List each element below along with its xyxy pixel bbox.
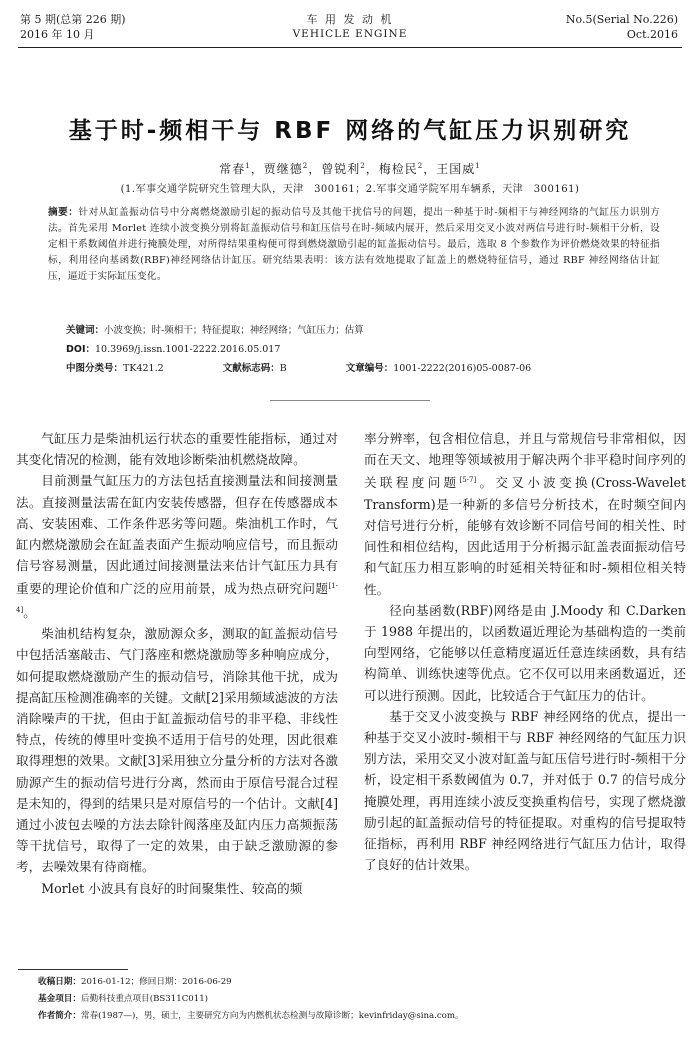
body-paragraph: 柴油机结构复杂，激励源众多，测取的缸盖振动信号中包括活塞敲击、气门落座和燃烧激励等多种响应成分，如何提取燃烧激励产生的振动信号，消除其他干扰，成为提高缸压检测准确率的关键。文献[2]采用频域滤波的方法消除噪声的干扰，但由于缸盖振动信号的非平稳、非线性特点，传统的傅里叶变换不适用于信号的处理，因此很难取得理想的效果。文献[3]采用独立分量分析的方法对各激励源产生的振动信号进行分离，然而由于原信号混合过程是未知的，得到的结果只是对原信号的一个估计。文献[4]通过小波包去噪的方法去除针阀落座及缸内压力高频振荡等干扰信号，取得了一定的效果，由于缺乏激励源的参考，去噪效果有待商榷。 bbox=[16, 626, 338, 875]
affiliation: (1.军事交通学院研究生管理大队，天津 300161；2.军事交通学院军用车辆系，天津 300161) bbox=[120, 184, 580, 195]
author-name: 梅检民 bbox=[378, 162, 418, 176]
journal-name: 车 用 发 动 机 VEHICLE ENGINE bbox=[292, 13, 408, 40]
doi: DOI：10.3969/j.issn.1001-2222.2016.05.017 bbox=[66, 344, 281, 355]
doc-code: 文献标志码：B bbox=[222, 363, 287, 374]
author-name: 常春 bbox=[219, 162, 246, 176]
footnote-received: 收稿日期：2016-01-12；修回日期：2016-06-29 bbox=[38, 977, 232, 987]
issue-info: 第 5 期(总第 226 期) 2016 年 10 月 bbox=[20, 13, 126, 41]
author-affiliation-mark: 2 bbox=[302, 162, 309, 170]
footnote-rule bbox=[18, 969, 128, 970]
abstract-text: 针对从缸盖振动信号中分离燃烧激励引起的振动信号及其他干扰信号的问题，提出一种基于时-频相干与神经网络的气缸压力识别方法。首先采用 Morlet 连续小波变换分别将缸盖振动信号和缸压信号在时-频域内展开，然后采用交叉小波对两信号进行时-频相干分析，设定相干系数阈值并进行掩膜处理，对所得结果重构便可得到燃烧激励引起的缸盖振动信号。最后，选取 8 个参数作为评价燃烧效果的特征指标，利用径向基函数(RBF)神经网络估计缸压。研究结果表明：该方法有效地提取了缸盖上的燃烧特征信号，通过 RBF 神经网络估计缸压，逼近于实际缸压变化。 bbox=[48, 207, 661, 282]
citation: [1-4] bbox=[16, 582, 338, 614]
author-name: 贾继德 bbox=[263, 162, 303, 176]
body-paragraph: 气缸压力是柴油机运行状态的重要性能指标，通过对其变化情况的检测，能有效地诊断柴油机燃烧故障。 bbox=[16, 431, 338, 468]
author-list: 常春$^1$，贾继德$^2$，曾锐利$^2$，梅检民$^2$，王国威$^1$ bbox=[219, 162, 481, 176]
abstract-label: 摘要： bbox=[48, 207, 79, 218]
author-affiliation-mark: 2 bbox=[417, 162, 424, 170]
footnote-fund: 基金项目：后勤科技重点项目(BS311C011) bbox=[38, 994, 209, 1004]
keywords: 关键词：小波变换；时-频相干；特征提取；神经网络；气缸压力；估算 bbox=[66, 325, 364, 336]
serial-info: No.5(Serial No.226) Oct.2016 bbox=[565, 13, 678, 41]
header-rule bbox=[18, 47, 682, 48]
section-divider bbox=[270, 400, 430, 401]
body-paragraph: 基于交叉小波变换与 RBF 神经网络的优点，提出一种基于交叉小波时-频相干与 RBF 神经网络的气缸压力识别方法，采用交叉小波对缸盖与缸压信号进行时-频相干分析，设定相干系数阈值为 0.7，并对低于 0.7 的信号成分掩膜处理，再用连续小波反变换重构信号，实现了燃烧激励引起的缸盖振动信号的特征提取。对重构的信号提取特征指标，再利用 RBF 神经网络进行气缸压力估计，取得了良好的估计效果。 bbox=[364, 708, 686, 873]
abstract bbox=[48, 205, 660, 285]
body-column-left bbox=[16, 428, 338, 899]
author-affiliation-mark: 1 bbox=[475, 162, 481, 170]
body-paragraph: 径向基函数(RBF)网络是由 J.Moody 和 C.Darken 于 1988 年提出的，以函数逼近理论为基础构造的一类前向型网络，它能够以任意精度逼近任意连续函数，具有结构简单、训练快速等优点。它不仅可以用来函数逼近，还可以进行预测。因此，比较适合于气缸压力的估计。 bbox=[364, 602, 686, 703]
clc-number: 中图分类号：TK421.2 bbox=[66, 363, 164, 374]
author-name: 曾锐利 bbox=[321, 162, 361, 176]
body-paragraph: 目前测量气缸压力的方法包括直接测量法和间接测量法。直接测量法需在缸内安装传感器，但存在传感器成本高、安装困难、工作条件恶劣等问题。柴油机工作时，气缸内燃烧激励会在缸盖表面产生振动响应信号，而且振动信号容易测量，因此通过间接测量法来估计气缸压力具有重要的理论价值和广泛的应用前景，成为热点研究问题[1-4]。 bbox=[16, 473, 338, 620]
author-affiliation-mark: 1 bbox=[245, 162, 251, 170]
paper-title: 基于时-频相干与 RBF 网络的气缸压力识别研究 bbox=[68, 118, 632, 144]
classification-line bbox=[66, 362, 626, 376]
body-paragraph: Morlet 小波具有良好的时间聚集性、较高的频 bbox=[41, 880, 303, 896]
body-column-right bbox=[364, 428, 686, 875]
article-number: 文章编号：1001-2222(2016)05-0087-06 bbox=[345, 363, 532, 374]
body-paragraph: 率分辨率，包含相位信息，并且与常规信号非常相似，因而在天文、地理等领域被用于解决两个非平稳时间序列的关联程度问题[5-7]。交叉小波变换(Cross-Wavelet Transform)是一种新的多信号分析技术，在时频空间内对信号进行分析，能够有效诊断不同信号间的相关性、时间性和相位结构，因此适用于分析揭示缸盖表面振动信号和气缸压力相互影响的时延相关特征和时-频相位相关特性。 bbox=[364, 431, 686, 597]
author-affiliation-mark: 2 bbox=[360, 162, 366, 170]
author-name: 王国威 bbox=[436, 162, 476, 176]
footnote-author: 作者简介：常春(1987—)，男，硕士，主要研究方向为内燃机状态检测与故障诊断；kevinfriday@sina.com。 bbox=[38, 1011, 464, 1021]
citation: [5-7] bbox=[459, 476, 477, 485]
